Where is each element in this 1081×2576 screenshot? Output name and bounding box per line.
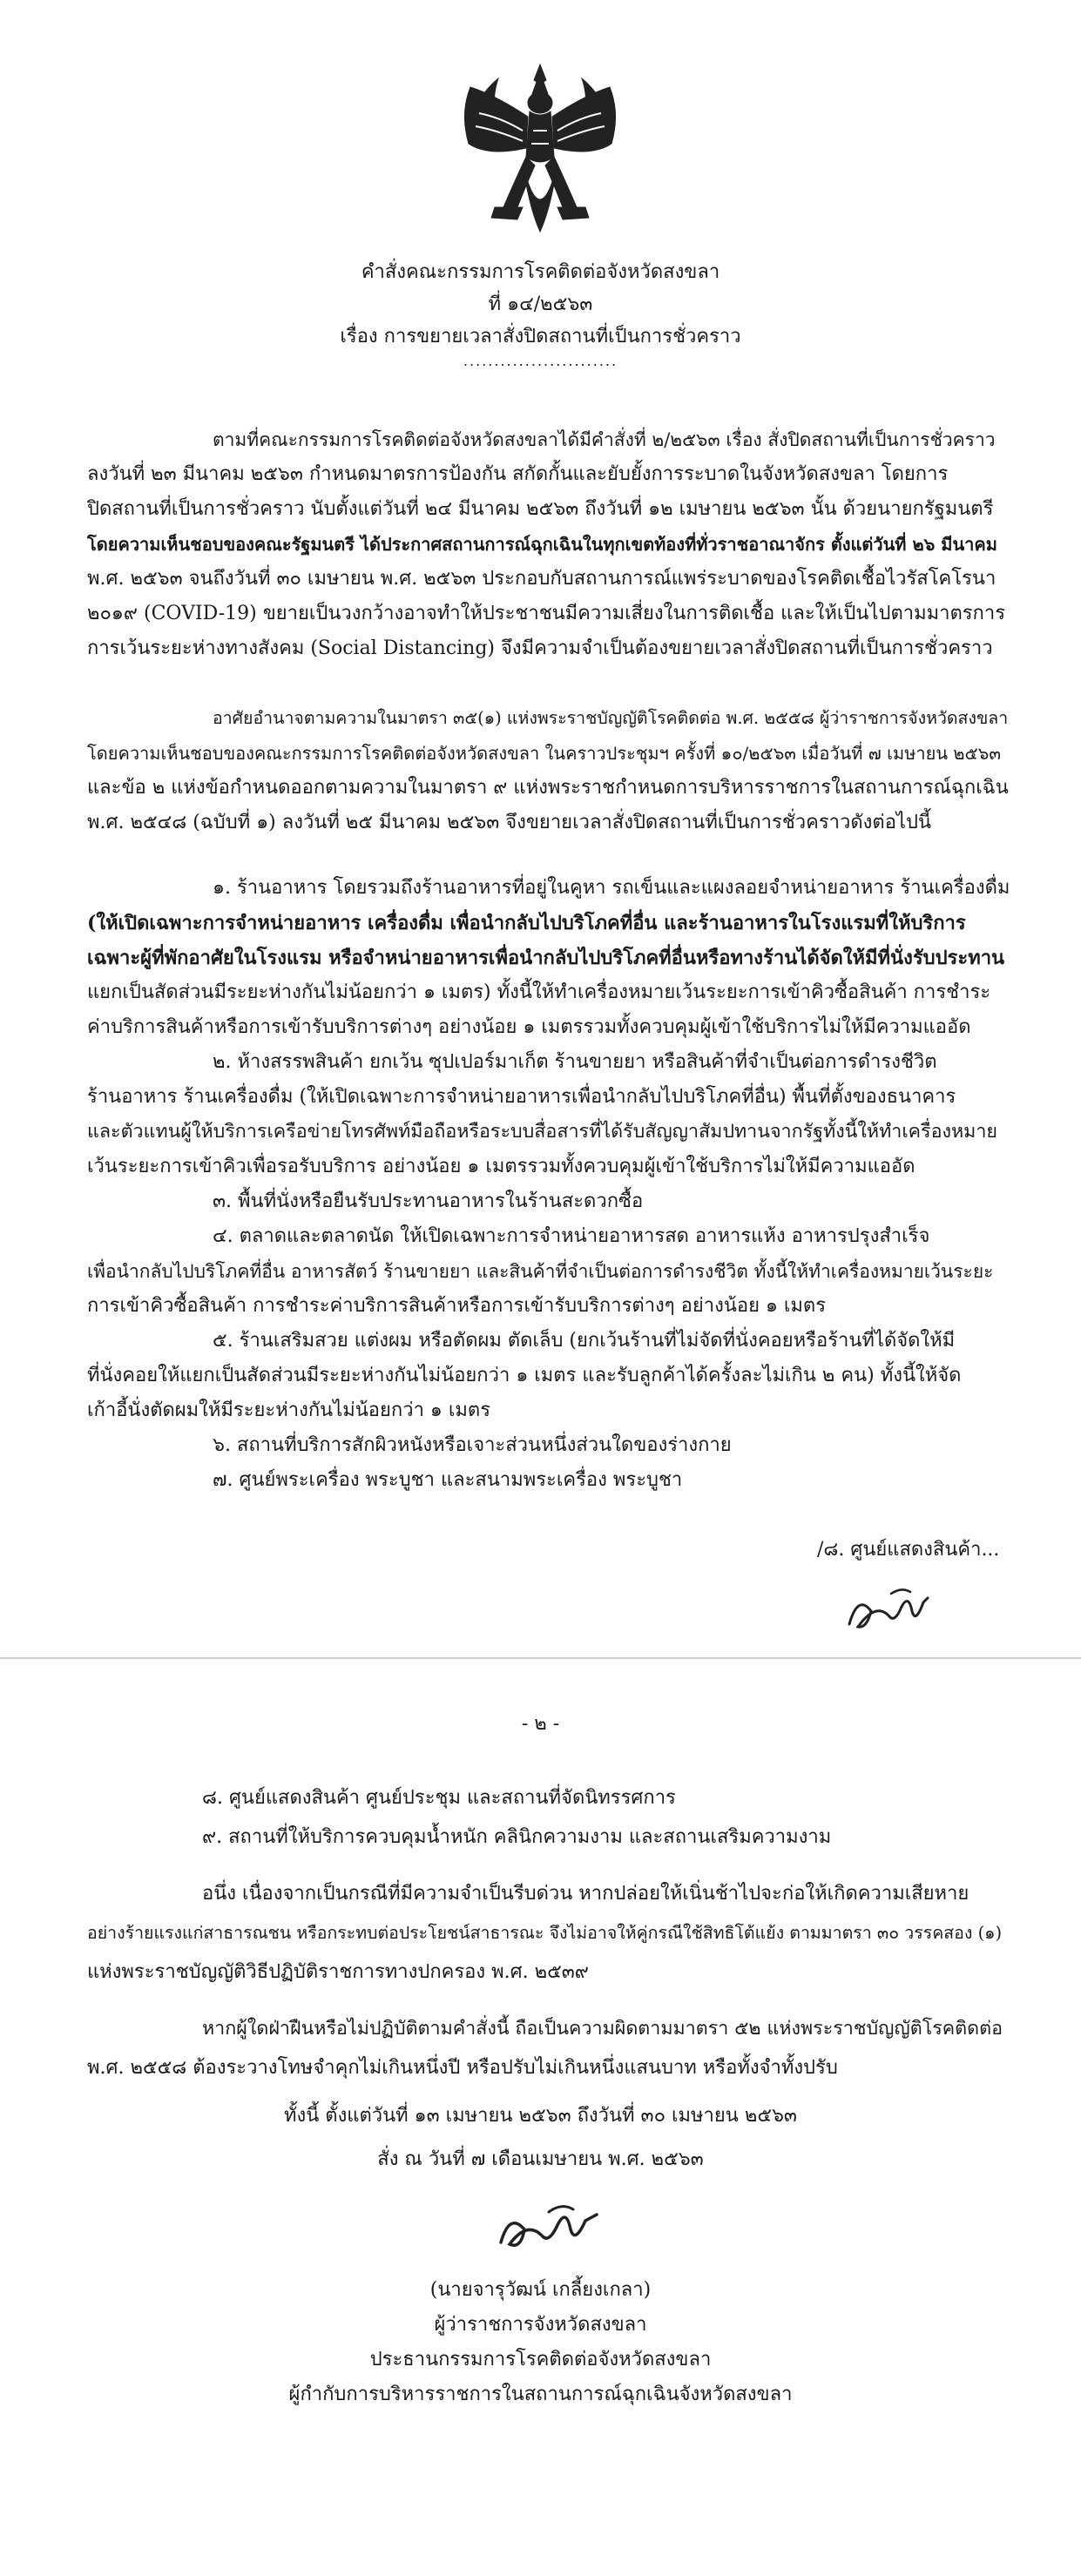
urgency-line: แห่งพระราชบัญญัติวิธีปฏิบัติราชการทางปกครอง พ.ศ. ๒๕๓๙ — [87, 1961, 589, 1983]
garuda-emblem — [453, 61, 627, 242]
preamble-line: พ.ศ. ๒๕๖๓ จนถึงวันที่ ๓๐ เมษายน พ.ศ. ๒๕๖๓ ประกอบกับสถานการณ์แพร่ระบาดของโรคติดเชื้อไวรัสโคโรนา — [87, 568, 997, 590]
item-1-line: เฉพาะผู้ที่พักอาศัยในโรงแรม หรือจำหน่ายอาหารเพื่อนำกลับไปบริโภคที่อื่นหรือทางร้านได้จัดให้มีที่นั่งรับประทาน — [87, 947, 1005, 969]
signatory-position: ผู้ว่าราชการจังหวัดสงขลา — [434, 2314, 647, 2336]
item-2-line: ๒. ห้างสรรพสินค้า ยกเว้น ซุปเปอร์มาเก็ต ร้านขายยา หรือสินค้าที่จำเป็นต่อการดำรงชีวิต — [213, 1051, 937, 1073]
document-page-2 — [0, 1659, 1081, 2576]
item-4-line: การเข้าคิวซื้อสินค้า การชำระค่าบริการสินค้าหรือการเข้ารับบริการต่างๆ อย่างน้อย ๑ เมตร — [87, 1295, 827, 1317]
penalty-line: หากผู้ใดฝ่าฝืนหรือไม่ปฏิบัติตามคำสั่งนี้ ถือเป็นความผิดตามมาตรา ๕๒ แห่งพระราชบัญญัติโรคติดต่อ — [202, 2018, 1003, 2040]
item-2-line: ร้านอาหาร ร้านเครื่องดื่ม (ให้เปิดเฉพาะการจำหน่ายอาหารเพื่อนำกลับไปบริโภคที่อื่น) พื้นที่ตั้งของธนาคาร — [87, 1086, 956, 1108]
urgency-line: อนึ่ง เนื่องจากเป็นกรณีที่มีความจำเป็นรีบด่วน หากปล่อยให้เนิ่นช้าไปจะก่อให้เกิดความเสียหาย — [202, 1883, 970, 1905]
page-number: - ๒ - — [521, 1713, 560, 1735]
item-1-line: ค่าบริการสินค้าหรือการเข้ารับบริการต่างๆ อย่างน้อย ๑ เมตรรวมทั้งควบคุมผู้เข้าใช้บริการไม่ให้มีความแออัด — [87, 1016, 971, 1038]
effective-date: ทั้งนี้ ตั้งแต่วันที่ ๑๓ เมษายน ๒๕๖๓ ถึงวันที่ ๓๐ เมษายน ๒๕๖๓ — [284, 2105, 797, 2127]
header-divider: ......................... — [463, 353, 618, 369]
signatory-name: (นายจารุวัฒน์ เกลี้ยงเกลา) — [429, 2279, 652, 2301]
preamble-line: ตามที่คณะกรรมการโรคติดต่อจังหวัดสงขลาได้มีคำสั่งที่ ๒/๒๕๖๓ เรื่อง สั่งปิดสถานที่เป็นการชั่วคราว — [213, 429, 996, 450]
authority-line: พ.ศ. ๒๕๔๘ (ฉบับที่ ๑) ลงวันที่ ๒๕ มีนาคม ๒๕๖๓ จึงขยายเวลาสั่งปิดสถานที่เป็นการชั่วคราวดังต่อไปนี้ — [87, 812, 931, 833]
initials-signature — [841, 1576, 936, 1637]
item-2-line: และตัวแทนผู้ให้บริการเครือข่ายโทรศัพท์มือถือหรือระบบสื่อสารที่ได้รับสัญญาสัมปทานจากรัฐทั้งนี้ให้ทำเครื่องหมาย — [87, 1121, 998, 1143]
item-1-line: (ให้เปิดเฉพาะการจำหน่ายอาหาร เครื่องดื่ม เพื่อนำกลับไปบริโภคที่อื่น และร้านอาหารในโรงแรมที่ให้บริการ — [87, 912, 966, 934]
ordered-date: สั่ง ณ วันที่ ๗ เดือนเมษายน พ.ศ. ๒๕๖๓ — [377, 2148, 704, 2170]
item-3: ๓. พื้นที่นั่งหรือยืนรับประทานอาหารในร้านสะดวกซื้อ — [213, 1190, 644, 1212]
item-4-line: ๔. ตลาดและตลาดนัด ให้เปิดเฉพาะการจำหน่ายอาหารสด อาหารแห้ง อาหารปรุงสำเร็จ — [213, 1225, 930, 1247]
authority-line: และข้อ ๒ แห่งข้อกำหนดออกตามความในมาตรา ๙ แห่งพระราชกำหนดการบริหารราชการในสถานการณ์ฉุกเฉิน — [87, 777, 1009, 799]
item-4-line: เพื่อนำกลับไปบริโภคที่อื่น อาหารสัตว์ ร้านขายยา และสินค้าที่จำเป็นต่อการดำรงชีวิต ทั้งนี้ให้ทำเครื่องหมายเว้นระยะ — [87, 1261, 994, 1282]
preamble-line: ลงวันที่ ๒๓ มีนาคม ๒๕๖๓ กำหนดมาตรการป้องกัน สกัดกั้นและยับยั้งการระบาดในจังหวัดสงขลา โดยการ — [87, 463, 949, 485]
item-7: ๗. ศูนย์พระเครื่อง พระบูชา และสนามพระเครื่อง พระบูชา — [213, 1469, 683, 1491]
preamble-line: การเว้นระยะห่างทางสังคม (Social Distancing) จึงมีความจำเป็นต้องขยายเวลาสั่งปิดสถานที่เป็นการชั่วคราว — [87, 637, 993, 659]
order-subject: เรื่อง การขยายเวลาสั่งปิดสถานที่เป็นการชั่วคราว — [340, 326, 741, 347]
item-1-line: แยกเป็นสัดส่วนมีระยะห่างกันไม่น้อยกว่า ๑ เมตร) ทั้งนี้ให้ทำเครื่องหมายเว้นระยะการเข้าคิวซื้อสินค้า การชำระ — [87, 981, 991, 1003]
item-5-line: ที่นั่งคอยให้แยกเป็นสัดส่วนมีระยะห่างกันไม่น้อยกว่า ๑ เมตร และรับลูกค้าได้ครั้งละไม่เกิน ๒ คน) ทั้งนี้ให้จัด — [87, 1365, 962, 1386]
authority-line: โดยความเห็นชอบของคณะกรรมการโรคติดต่อจังหวัดสงขลา ในคราวประชุมฯ ครั้งที่ ๑๐/๒๕๖๓ เมื่อวันที่ ๗ เมษายน ๒๕๖๓ — [87, 743, 1002, 764]
signatory-position: ผู้กำกับการบริหารราชการในสถานการณ์ฉุกเฉินจังหวัดสงขลา — [288, 2384, 793, 2405]
governor-signature — [488, 2190, 618, 2260]
urgency-line: อย่างร้ายแรงแก่สาธารณชน หรือกระทบต่อประโยชน์สาธารณะ จึงไม่อาจให้คู่กรณีใช้สิทธิโต้แย้ง ตามมาตรา ๓๐ วรรคสอง (๑) — [87, 1923, 1003, 1943]
item-1-line: ๑. ร้านอาหาร โดยรวมถึงร้านอาหารที่อยู่ในคูหา รถเข็นและแผงลอยจำหน่ายอาหาร ร้านเครื่องดื่ม — [213, 877, 1010, 899]
item-2-line: เว้นระยะการเข้าคิวเพื่อรอรับบริการ อย่างน้อย ๑ เมตรรวมทั้งควบคุมผู้เข้าใช้บริการไม่ให้มีความแออัด — [87, 1156, 915, 1177]
signatory-position: ประธานกรรมการโรคติดต่อจังหวัดสงขลา — [369, 2349, 712, 2370]
item-9: ๙. สถานที่ให้บริการควบคุมน้ำหนัก คลินิกความงาม และสถานเสริมความงาม — [202, 1826, 832, 1848]
item-6: ๖. สถานที่บริการสักผิวหนังหรือเจาะส่วนหนึ่งส่วนใดของร่างกาย — [213, 1434, 732, 1456]
authority-line: อาศัยอำนาจตามความในมาตรา ๓๕(๑) แห่งพระราชบัญญัติโรคติดต่อ พ.ศ. ๒๕๕๘ ผู้ว่าราชการจังหวัดสงขลา — [213, 708, 1009, 728]
penalty-line: พ.ศ. ๒๕๕๘ ต้องระวางโทษจำคุกไม่เกินหนึ่งปี หรือปรับไม่เกินหนึ่งแสนบาท หรือทั้งจำทั้งปรับ — [87, 2057, 838, 2079]
order-number: ที่ ๑๔/๒๕๖๓ — [488, 293, 593, 315]
order-title: คำสั่งคณะกรรมการโรคติดต่อจังหวัดสงขลา — [361, 261, 720, 283]
item-5-line: เก้าอี้นั่งตัดผมให้มีระยะห่างกันไม่น้อยกว่า ๑ เมตร — [87, 1399, 491, 1421]
preamble-line: ปิดสถานที่เป็นการชั่วคราว นับตั้งแต่วันที่ ๒๔ มีนาคม ๒๕๖๓ ถึงวันที่ ๑๒ เมษายน ๒๕๖๓ นั้น ด้วยนายกรัฐมนตรี — [87, 498, 994, 520]
preamble-line: ๒๐๑๙ (COVID-19) ขยายเป็นวงกว้างอาจทำให้ประชาชนมีความเสี่ยงในการติดเชื้อ และให้เป็นไปตามมาตรการ — [87, 603, 1006, 624]
item-8: ๘. ศูนย์แสดงสินค้า ศูนย์ประชุม และสถานที่จัดนิทรรศการ — [202, 1787, 676, 1809]
continuation-note: /๘. ศูนย์แสดงสินค้า... — [817, 1539, 1000, 1561]
preamble-line: โดยความเห็นชอบของคณะรัฐมนตรี ได้ประกาศสถานการณ์ฉุกเฉินในทุกเขตท้องที่ทั่วราชอาณาจักร ตั้งแต่วันที่ ๒๖ มีนาคม — [87, 534, 997, 555]
item-5-line: ๕. ร้านเสริมสวย แต่งผม หรือตัดผม ตัดเล็บ (ยกเว้นร้านที่ไม่จัดที่นั่งคอยหรือร้านที่ได้จัดให้มี — [213, 1330, 956, 1352]
